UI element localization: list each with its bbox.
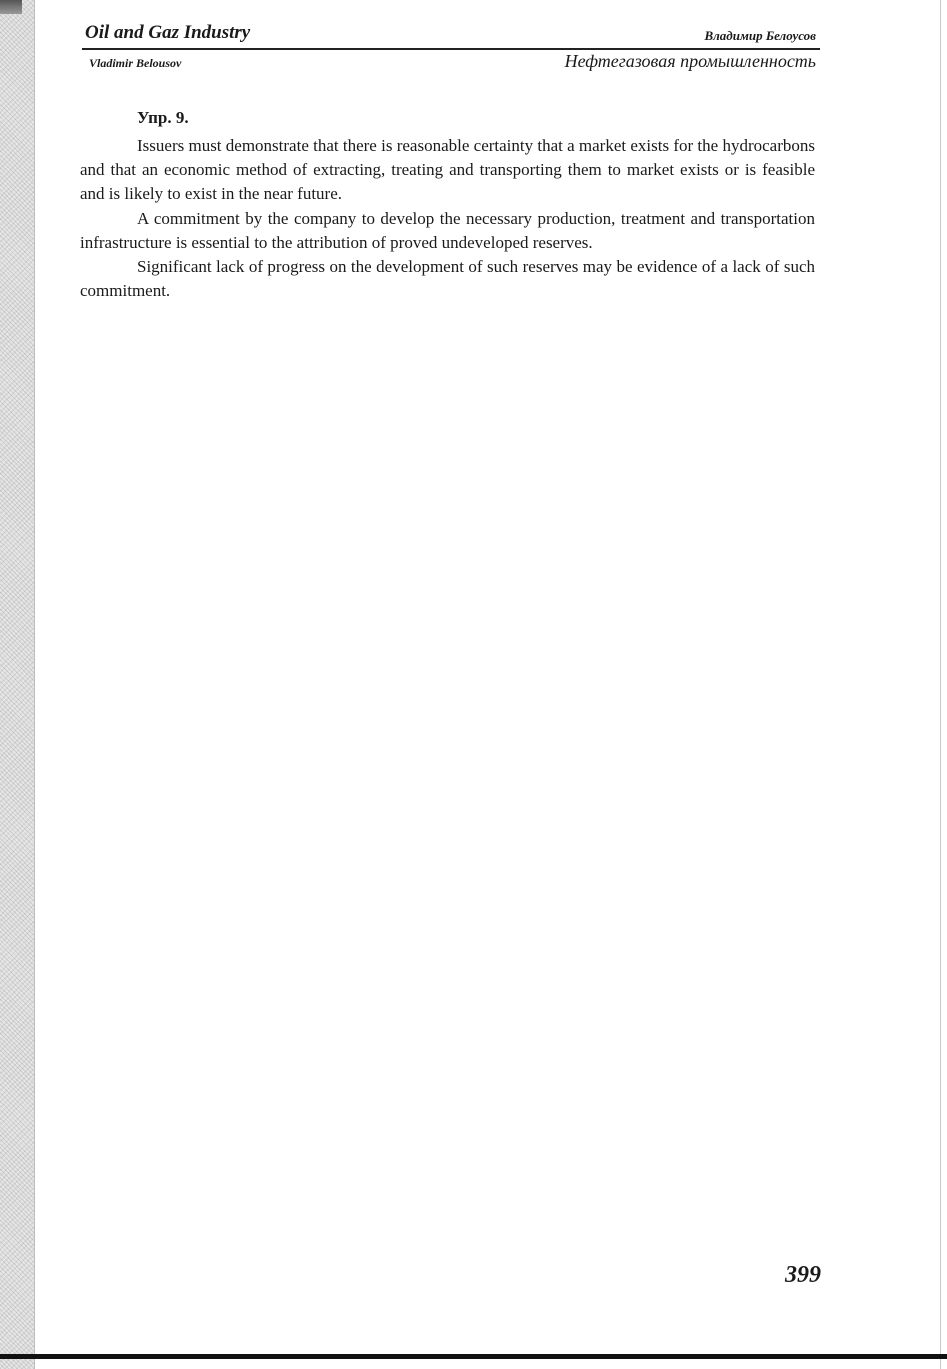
binding-corner [0, 0, 22, 14]
paragraph-3: Significant lack of progress on the development of such reserves may be evidence of a lack of such commitment. [80, 257, 815, 301]
paragraph-2: A commitment by the company to develop the necessary production, treatment and transportation infrastructure is essential to the attribution of proved undeveloped reserves. [80, 208, 815, 252]
page-right-edge [940, 0, 941, 1369]
header-author-ru: Владимир Белоусов [704, 28, 816, 43]
running-header-top [82, 22, 820, 50]
page-bottom-rule [0, 1354, 947, 1359]
exercise-heading: Упр. 9. [137, 108, 189, 127]
binding-edge [0, 0, 35, 1369]
page-body [80, 106, 815, 303]
header-author-en: Vladimir Belousov [89, 56, 182, 70]
header-book-title-ru: Нефтегазовая промышленность [564, 51, 816, 71]
running-header-bottom [82, 51, 820, 75]
paragraph-1: Issuers must demonstrate that there is reasonable certainty that a market exists for the hydrocarbons and that an economic method of extracting, treating and transporting them to market exists or is feasible and is likely to exist in the near future. [80, 136, 815, 204]
page-number: 399 [785, 1262, 821, 1288]
header-book-title-en: Oil and Gaz Industry [85, 22, 251, 43]
